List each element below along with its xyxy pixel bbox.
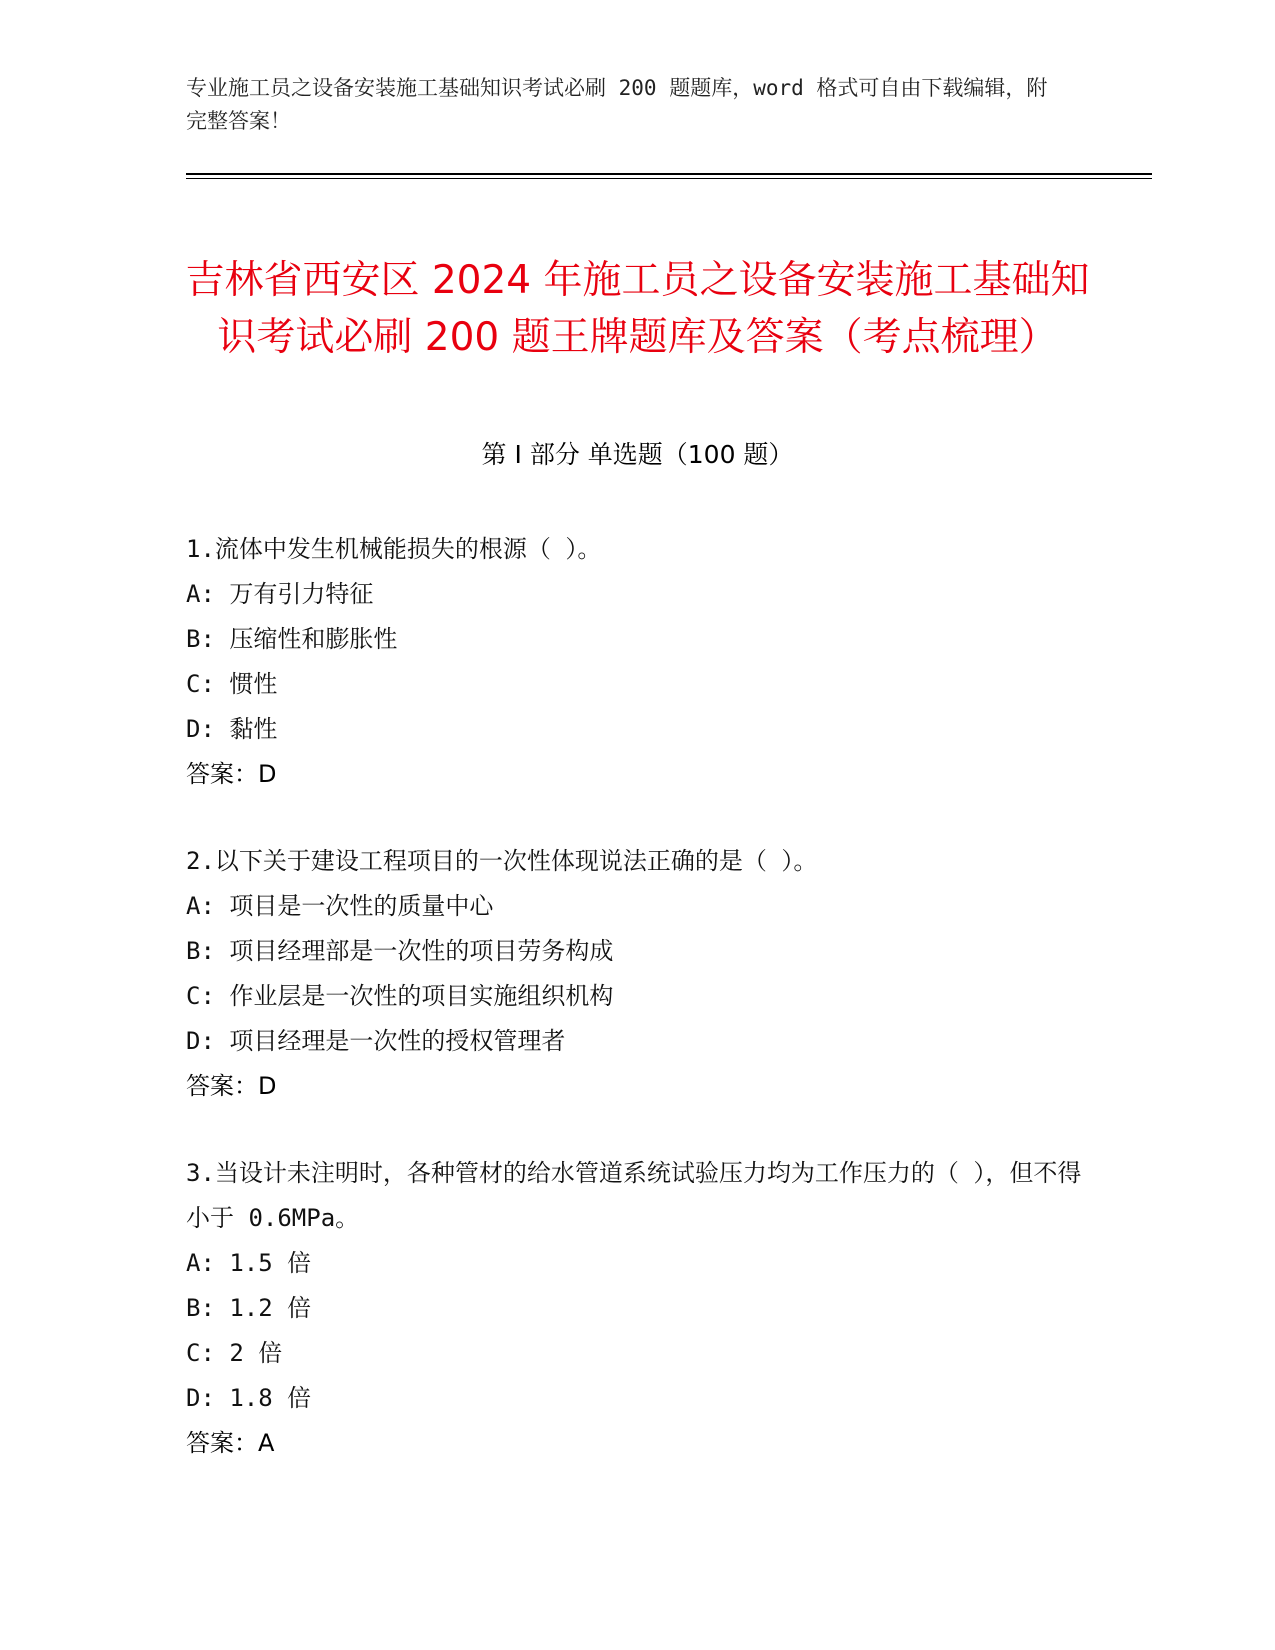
option-c: C: 2 倍 xyxy=(186,1339,283,1367)
answer-line: 答案：D xyxy=(186,760,277,788)
answer-line: 答案：D xyxy=(186,1072,277,1100)
answer-line: 答案：A xyxy=(186,1429,275,1457)
question-item xyxy=(186,839,1086,1109)
option-c: C: 作业层是一次性的项目实施组织机构 xyxy=(186,982,614,1010)
option-d: D: 1.8 倍 xyxy=(186,1384,312,1412)
option-a: A: 项目是一次性的质量中心 xyxy=(186,892,494,920)
question-stem: 1.流体中发生机械能损失的根源（ ）。 xyxy=(186,535,602,563)
question-item xyxy=(186,527,1086,797)
question-list xyxy=(186,527,1086,1508)
header-note: 专业施工员之设备安装施工基础知识考试必刷 200 题题库，word 格式可自由下载编辑，附完整答案！ xyxy=(186,76,1048,133)
option-b: B: 1.2 倍 xyxy=(186,1294,312,1322)
option-d: D: 黏性 xyxy=(186,715,278,743)
header-divider-thin xyxy=(186,178,1152,179)
option-c: C: 惯性 xyxy=(186,670,278,698)
option-a: A: 万有引力特征 xyxy=(186,580,374,608)
section-heading: 第 I 部分 单选题（100 题） xyxy=(481,440,794,469)
option-a: A: 1.5 倍 xyxy=(186,1249,312,1277)
option-b: B: 压缩性和膨胀性 xyxy=(186,625,398,653)
question-stem: 2.以下关于建设工程项目的一次性体现说法正确的是（ ）。 xyxy=(186,847,818,875)
option-b: B: 项目经理部是一次性的项目劳务构成 xyxy=(186,937,614,965)
header-divider-thick xyxy=(186,173,1152,175)
option-d: D: 项目经理是一次性的授权管理者 xyxy=(186,1027,566,1055)
question-item xyxy=(186,1151,1086,1466)
question-stem: 3.当设计未注明时，各种管材的给水管道系统试验压力均为工作压力的（ ），但不得小于 0.6MPa。 xyxy=(186,1159,1082,1232)
document-title: 吉林省西安区 2024 年施工员之设备安装施工基础知识考试必刷 200 题王牌题库及答案（考点梳理） xyxy=(185,258,1090,361)
